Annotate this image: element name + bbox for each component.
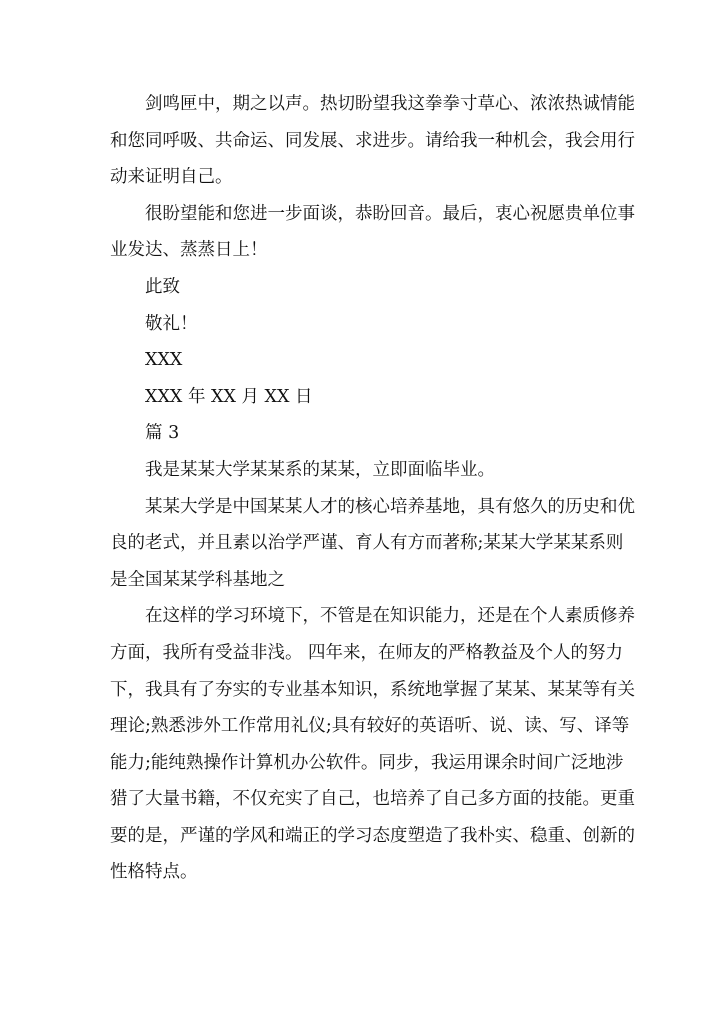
text-line: 敬礼！	[145, 313, 198, 334]
text-line: 良的老式，并且素以治学严谨、育人有方而著称;某某大学某某系则	[110, 533, 624, 554]
signature-name	[110, 342, 630, 379]
text-line: 篇 3	[145, 423, 180, 444]
text-line: 某某大学是中国某某人才的核心培养基地，具有悠久的历史和优	[145, 496, 635, 517]
text-line: 和您同呼吸、共命运、同发展、求进步。请给我一种机会，我会用行	[110, 130, 635, 151]
section-heading	[110, 415, 630, 452]
text-line: XXX	[145, 350, 183, 371]
text-line: 业发达、蒸蒸日上！	[110, 240, 268, 261]
text-line: 很盼望能和您进一步面谈，恭盼回音。最后，衷心祝愿贵单位事	[145, 203, 635, 224]
text-line: XXX 年 XX 月 XX 日	[145, 386, 313, 407]
document-body	[110, 86, 635, 891]
text-line: 理论;熟悉涉外工作常用礼仪;具有较好的英语听、说、读、写、译等	[110, 716, 630, 737]
text-line: 下，我具有了夯实的专业基本知识，系统地掌握了某某、某某等有关	[110, 679, 635, 700]
text-line: 要的是，严谨的学风和端正的学习态度塑造了我朴实、稳重、创新的	[110, 825, 635, 846]
salutation-jingli	[110, 306, 630, 343]
text-line: 在这样的学习环境下，不管是在知识能力，还是在个人素质修养	[145, 606, 635, 627]
text-line: 此致	[145, 276, 180, 297]
text-line: 猎了大量书籍，不仅充实了自己，也培养了自己多方面的技能。更重	[110, 789, 635, 810]
paragraph-interview-request	[110, 196, 635, 269]
text-line: 是全国某某学科基地之	[110, 569, 285, 590]
text-line: 方面，我所有受益非浅。 四年来，在师友的严格教益及个人的努力	[110, 642, 624, 663]
salutation-cizhi	[110, 269, 630, 306]
paragraph-closing-wish	[110, 86, 635, 196]
paragraph-study-experience	[110, 598, 635, 891]
text-line: 我是某某大学某某系的某某，立即面临毕业。	[145, 459, 495, 480]
text-line: 性格特点。	[110, 862, 198, 883]
signature-date	[110, 379, 630, 416]
paragraph-intro	[110, 452, 630, 489]
text-line: 剑鸣匣中，期之以声。热切盼望我这拳拳寸草心、浓浓热诚情能	[145, 94, 635, 114]
text-line: 动来证明自己。	[110, 167, 233, 188]
text-line: 能力;能纯熟操作计算机办公软件。同步，我运用课余时间广泛地涉	[110, 752, 624, 773]
paragraph-university	[110, 489, 635, 599]
